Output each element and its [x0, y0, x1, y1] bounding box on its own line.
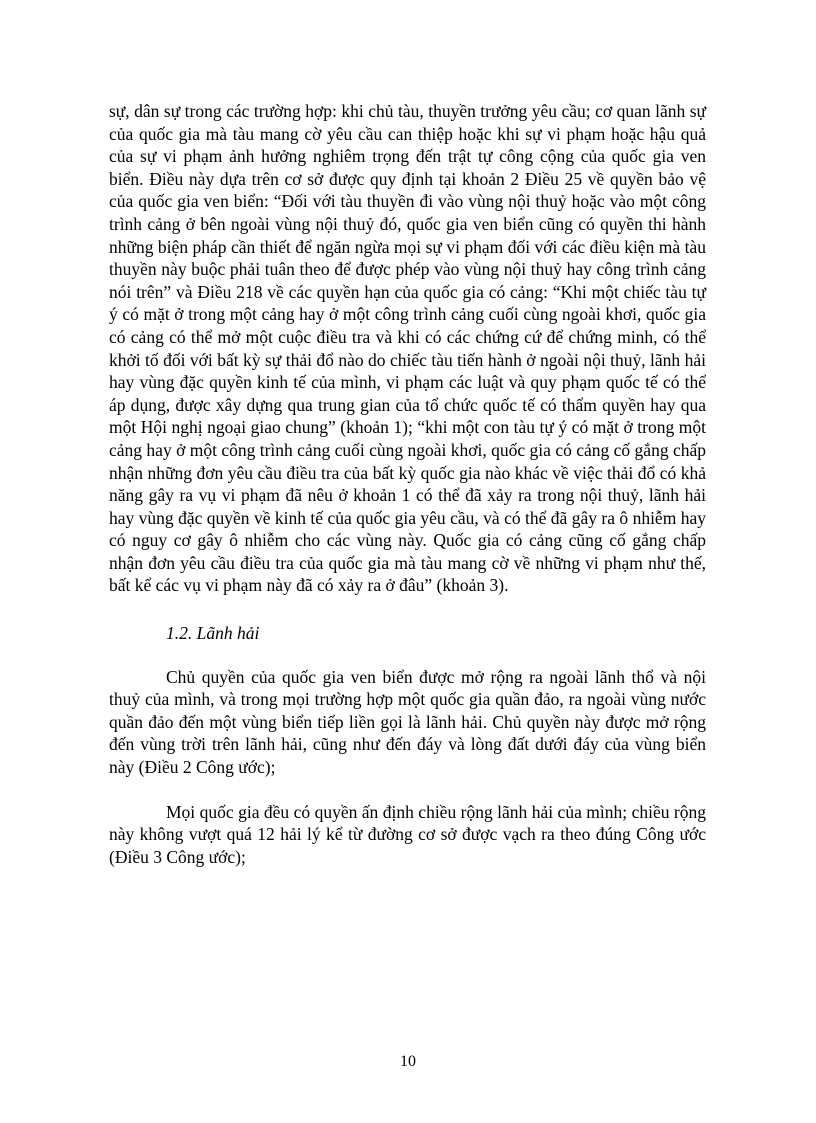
page-body — [109, 100, 706, 868]
page-number: 10 — [400, 1053, 416, 1070]
paragraph-sovereignty-extension: Chủ quyền của quốc gia ven biển được mở rộng ra ngoài lãnh thổ và nội thuỷ của mình, và trong mọi trường hợp một quốc gia quần đảo, ra ngoài vùng nước quần đảo đến một vùng biển tiếp liền gọi là lãnh hải. Chủ quyền này được mở rộng đến vùng trời trên lãnh hải, cũng như đến đáy và lòng đất dưới đáy của vùng biển này (Điều 2 Công ước); — [109, 666, 706, 778]
paragraph-port-state-rights: sự, dân sự trong các trường hợp: khi chủ tàu, thuyền trưởng yêu cầu; cơ quan lãnh sự của quốc gia mà tàu mang cờ yêu cầu can thiệp hoặc khi sự vi phạm hoặc hậu quả của sự vi phạm ảnh hưởng nghiêm trọng đến trật tự công cộng của quốc gia ven biển. Điều này dựa trên cơ sở được quy định tại khoản 2 Điều 25 về quyền bảo vệ của quốc gia ven biển: “Đối với tàu thuyền đi vào vùng nội thuỷ hoặc vào một công trình cảng ở bên ngoài vùng nội thuỷ đó, quốc gia ven biển cũng có quyền thi hành những biện pháp cần thiết để ngăn ngừa mọi sự vi phạm đối với các điều kiện mà tàu thuyền này buộc phải tuân theo để được phép vào vùng nội thuỷ hay công trình cảng nói trên” và Điều 218 về các quyền hạn của quốc gia có cảng: “Khi một chiếc tàu tự ý có mặt ở trong một cảng hay ở một công trình cảng cuối cùng ngoài khơi, quốc gia có cảng có thể mở một cuộc điều tra và khi có các chứng cứ để chứng minh, có thể khởi tố đối với bất kỳ sự thải đổ nào do chiếc tàu tiến hành ở ngoài nội thuỷ, lãnh hải hay vùng đặc quyền kinh tế của mình, vi phạm các luật và quy phạm quốc tế có thể áp dụng, được xây dựng qua trung gian của tổ chức quốc tế có thẩm quyền hay qua một Hội nghị ngoại giao chung” (khoản 1); “khi một con tàu tự ý có mặt ở trong một cảng hay ở một công trình cảng cuối cùng ngoài khơi, quốc gia có cảng cố gắng chấp nhận những đơn yêu cầu điều tra của bất kỳ quốc gia nào khác về việc thải đổ có khả năng gây ra vụ vi phạm đã nêu ở khoản 1 có thể đã xảy ra trong nội thuỷ, lãnh hải hay vùng đặc quyền về kinh tế của quốc gia yêu cầu, và có thể đã gây ra ô nhiễm hay có nguy cơ gây ô nhiễm cho các vùng này. Quốc gia có cảng cũng cố gắng chấp nhận đơn yêu cầu điều tra của quốc gia mà tàu mang cờ về những vi phạm như thế, bất kể các vụ vi phạm này đã có xảy ra ở đâu” (khoản 3). — [109, 101, 706, 596]
spacer — [109, 779, 706, 801]
section-heading-territorial-sea: 1.2. Lãnh hải — [166, 623, 260, 644]
spacer — [109, 597, 706, 622]
spacer — [109, 645, 706, 666]
paragraph-territorial-sea-breadth: Mọi quốc gia đều có quyền ấn định chiều rộng lãnh hải của mình; chiều rộng này không vượt quá 12 hải lý kể từ đường cơ sở được vạch ra theo đúng Công ước (Điều 3 Công ước); — [109, 801, 706, 867]
